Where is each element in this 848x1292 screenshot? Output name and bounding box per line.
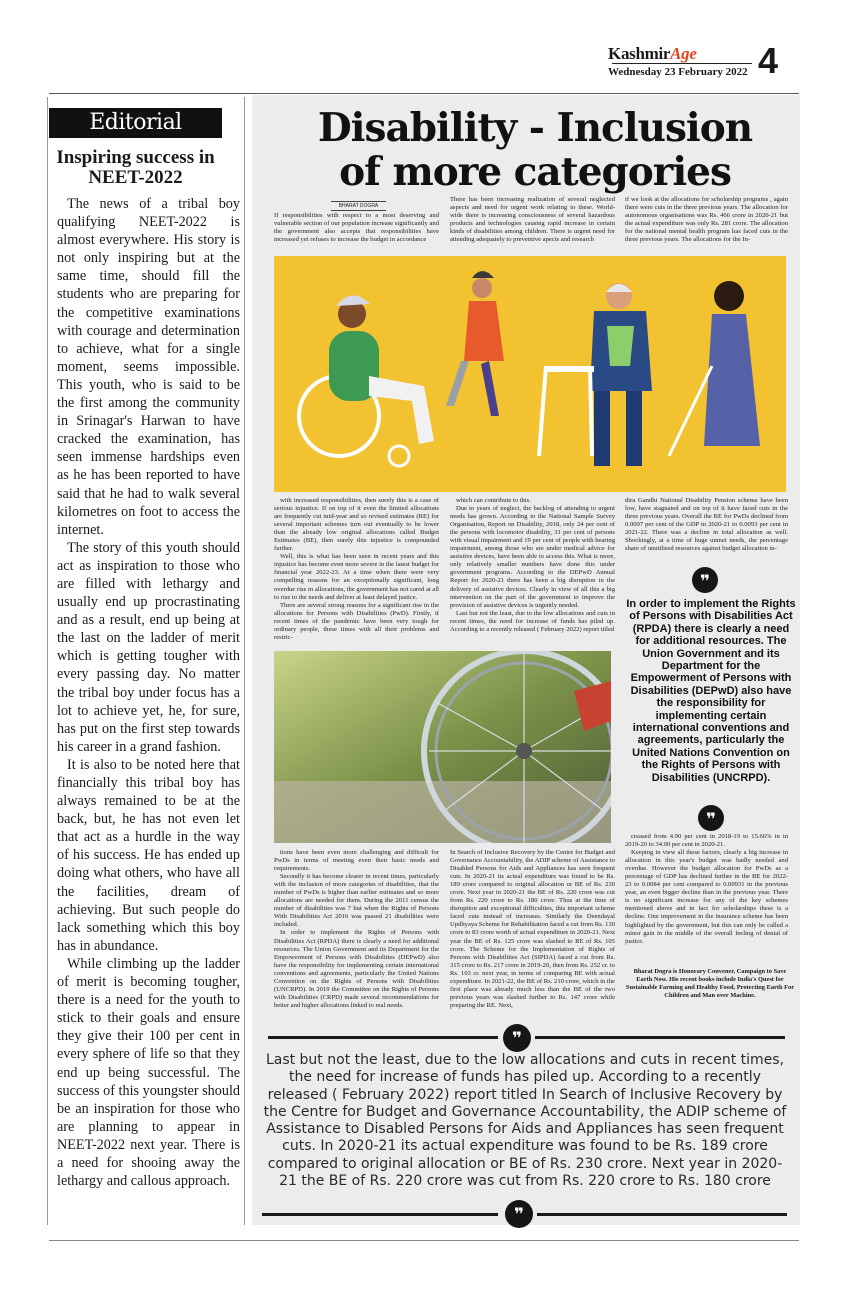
article-column: dira Gandhi National Disability Pension scheme have been low, have stagnated and on top of it have faced cuts in the three previous years. Overall the BE for PwDs declined from 0.0097 per cent of the GDP in 2020-21 to 0.0093 per cent in 2021-22. There was a decline in total allocation as well. Shockingly, at a time of huge unmet needs, the percentage share of unutilised resources against budget allocation in- xyxy=(625,497,788,553)
bottom-quote: Last but not the least, due to the low allocations and cuts in recent times, the need for increase of funds has piled up. According to a recently released ( February 2022) report titled In Search of Inclusive Recovery by the Centre for Budget and Governance Accountability, the ADIP scheme of Assistance to Disabled Persons for Aids and Appliances has seen frequent cuts. In 2020-21 its actual expenditure was found to be Rs. 189 crore compared to original allocation or BE of Rs. 230 crore. Next year in 2020-21 the BE of Rs. 220 crore was cut from Rs. 220 crore to Rs. 180 crore xyxy=(263,1052,787,1190)
editorial-section-label: Editorial xyxy=(49,108,222,138)
editorial-paragraph: It is also to be noted here that financially this tribal boy has always remained to be at the back, but, he has not even let that act as a hurdle in the way of his success. He has ended up doing what others, who have all the facilities, dream of achieving. But such people do lack something which this boy has in abundance. xyxy=(57,756,240,954)
masthead xyxy=(608,42,808,86)
disability-illustration xyxy=(274,256,786,492)
quote-icon: ❞ xyxy=(503,1024,531,1052)
quote-icon: ❞ xyxy=(692,567,718,593)
editorial-body xyxy=(57,195,240,1190)
article-column: There has been increasing realization of several neglected aspects and need for urgent work relating to these. World-wide there is increasing consciousness of several hazardous products and technologies causing rapid increase in certain kinds of disabilities among children. There is urgent need for attending adequately to preventive apects and research xyxy=(450,196,615,244)
article-column: with increased responsibilities, then surely this is a case of serious injustice. If on top of it even the limited allocations are frequently cut mid-year and so revised estimates (RE) for several important schemes turn out eventually to be lower than the already low original allocations called Budget Estimates (BE), then surely this injustice is compounded further. Well, this is what has been seen in recent years and this injustice has become even more severe in the latest budget for financial year 2022-23. At a time when there were very compelling reasons for an exceptionally significant, long overdue rise in allocations, the government has not cared at all to rise to the needs and deliver at least delayed justice. There are several strong reasons for a significant rise in the allocations for Persons with Disabilities (PwD). Firstly, if recent times of the pandemic have been very tough for ordinary people, these times with all their problems and restric- xyxy=(274,497,439,641)
wheelchair-photo xyxy=(274,651,611,843)
article-column: If responsibilities with respect to a most deserving and vulnerable section of our population increase significantly and the government also accepts that responsibilities have increased yet refuses to increase the budget in accordance xyxy=(274,212,439,244)
article-column: if we look at the allocations for scholarship programs , again there were cuts in the three previous years. The allocation for autonomous organisations was Rs. 466 crore in 2020-21 but the actual expenditure was only Rs. 281 crore. The allocation for the national mental health program has faced cuts in the three previous years. The allocations for the In- xyxy=(625,196,788,244)
article-column: which can contribute to this. Due to years of neglect, the backlog of attending to urgent needs has grown. According to the National Sample Survey Organisation, Report on Disability, 2018, only 24 per cent of the persons with locomotor disability, 31 per cent of persons with visual impairment and 19 per cent of people with hearing impairment, among those who are under medical advice for assistive devices, have been able to access this. What is more, only relatively smaller numbers have done this under government programs. According to the DEPwD Annual Report for 2020-21 there has been a big disruption in the delivery of assistive devices. Clearly in view of all this a big intervention on the part of the government to improve the provision of assistive devices is urgently needed. Last but not the least, due to the low allocations and cuts in recent times, the need for increase of funds has piled up. According to a recently released ( February 2022) report titled xyxy=(450,497,615,633)
editorial-title: Inspiring success in NEET-2022 xyxy=(56,147,215,188)
pull-quote: In order to implement the Rights of Persons with Disabilities Act (RPDA) there is clearly a need for additional resources. The Union Government and its Department for the Empowerment of Persons with Disabilities (DEPwD) also have the responsibility for implementing certain international conventions and agreements, particularly the United Nations Convention on the Rights of Persons with Disabilities (UNCRPD). xyxy=(626,598,796,784)
editorial-paragraph: The news of a tribal boy qualifying NEET-2022 is almost everywhere. His story is not only inspiring but at the same time, should fill the students who are preparing for the competitive examinations with courage and determination to achieve, what for a single moment, seems impossible. This youth, who is said to be the first among the community in Srinagar's Harwan to have cracked the examination, has seen immense hardships even as he has been reported to have said that he had to walk several kilometres on foot to access the internet. xyxy=(57,196,240,538)
quote-icon: ❞ xyxy=(698,805,724,831)
quote-icon: ❞ xyxy=(505,1200,533,1228)
author-bio: Bharat Dogra is Honorary Convener, Campaign to Save Earth Now. His recent books include India's Quest for Sustainable Farming and Healthy Food, Protecting Earth For Children and Man over Machine. xyxy=(625,968,795,999)
editorial-paragraph: While climbing up the ladder of merit is becoming tougher, there is a need for the youth to stick to their goals and ensure they give their 100 per cent in every sphere of life so that they end up being successful. The success of this youngster should be an inspiration for those who are planning to appear in NEET-2022 next year. There is a need for shooing away the lethargy and callous approach. xyxy=(57,955,240,1190)
editorial-paragraph: The story of this youth should act as inspiration to those who are filled with lethargy and usually end up procrastinating and as a result, end up being at the last on the ladder of merit which is getting tougher with every passing day. No matter the tribal boy under focus has a lot to achieve yet, he, for sure, has put on the first step towards his career in a grand fashion. xyxy=(57,539,240,755)
page-number: 4 xyxy=(758,40,779,81)
article-headline: Disability - Inclusion of more categories xyxy=(317,105,753,195)
issue-date: Wednesday 23 February 2022 xyxy=(608,66,748,78)
newspaper-logo: KashmirAge xyxy=(608,44,697,63)
article-column: creased from 4.90 per cent in 2018-19 to 15.66% in in 2019-20 to 34.90 per cent in 2020-21. Keeping in view all these factors, clearly a big increase in allocation in this year's budget was badly needed and overdue. However the budget allocation for PwDs as a percentage of GDP has declined further in the BE for 2022-23 to 0.0084 per cent compared to 0.00931 in the previous year, an even bigger decline than in the previous year. There is no significant increase for any of the key schemes mentioned above and in fact for scholarships these is a decline. One improvement in the insurance scheme has been highlighted by the government, but this can only be called a minor gain in the middle of the overall feeling of denial of justice. xyxy=(625,833,788,945)
byline: BHARAT DOGRA xyxy=(331,201,386,211)
article-column: In Search of Inclusive Recovery by the Centre for Budget and Governance Accountability, the ADIP scheme of Assistance to Disabled Persons for Aids and Appliances has seen frequent cuts. In 2020-21 its actual expenditure was found to be Rs. 189 crore compared to original allocation or BE of Rs. 230 crore. Next year in 2020-21 the BE of Rs. 220 crore was cut from Rs. 220 crore to Rs. 180 crore. Thus at the time of disruption and exceptional difficulties, this important scheme faced cuts instead of increases. Similarly the Deendayal Updhyaya Scheme for Rehabilitation faced a cut from Rs. 130 crore to 83 crore worth of actual expenditure in 2020-21. Next year the BE of Rs. 125 crore was slashed to RE of Rs. 105 crore. The Scheme for the Implementation of Rights of Persons with Disabilities Act (SIPDA) faced a cut from Rs. 315 crore to Rs. 217 crore in 2019-20, then from Rs. 252 cr. to Rs. 103 cr. next year, in terms of comparing BE with actual expenditure. In 2021-22, the BE of Rs. 210 crore, which in the first place was already much less than the BE of the two previous years was slashed further to Rs. 147 crore while preparing the RE. Next, xyxy=(450,849,615,1009)
article-column: tions have been even more challenging and difficult for PwDs in terms of meeting even their basic needs and requirements. Secondly it has become clearer in recent times, particularly with the inclusion of more categories of disabilities, that the number of PwDs is higher than earlier estimates and so more allocations are needed for them. During the 2011 census the number of disabilities was 7 but when the Rights of Persons With Disabilities Act 2016 was passed 21 disabilities were included. In order to implement the Rights of Persons with Disabilities Act (RPDA) there is clearly a need for additional resources. The Union Government and its Department for the Empowerment of Persons with Disabilities (DEPwD) also have the responsibility for implementing certain international conventions and agreements, particularly the United Nations Convention on the Rights of Persons with Disabilities (UNCRPD). In 2019 the Committee on the Rights of Persons with Disabilities (CRPD) made several recommendations for better and higher allocations linked to real needs. xyxy=(274,849,439,1009)
